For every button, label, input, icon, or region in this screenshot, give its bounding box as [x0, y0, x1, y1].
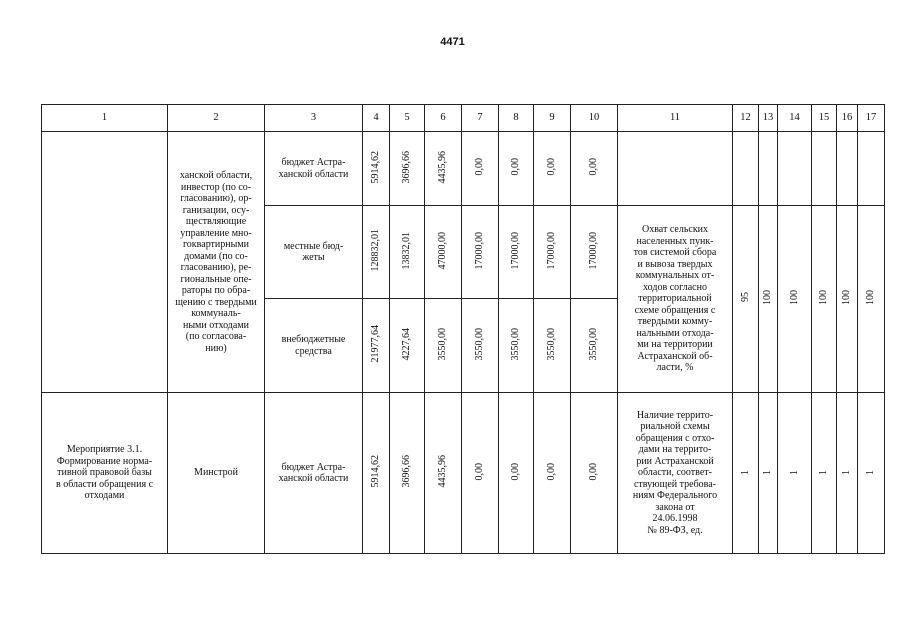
target-empty [778, 132, 812, 206]
text-line: бюджет Астра- [281, 157, 346, 168]
target-empty [812, 132, 837, 206]
text-line: бюджет Астра- [281, 461, 346, 473]
header-cell-15: 15 [812, 105, 837, 132]
header-cell-4: 4 [363, 105, 390, 132]
page-number: 4471 [440, 36, 465, 48]
value-cell: 4435,96 [425, 393, 462, 554]
target-cell: 1 [858, 393, 885, 554]
value-cell: 0,00 [499, 132, 534, 206]
text-line: ниям Федерального [632, 490, 718, 502]
target-cell: 100 [837, 206, 858, 393]
target-empty [837, 132, 858, 206]
value-cell: 17000,00 [534, 206, 571, 299]
funding-source-text [265, 157, 362, 180]
text-line: твердыми комму- [637, 316, 713, 328]
text-line: Охват сельских [641, 224, 709, 236]
text-line: рии Астраханской [636, 455, 714, 467]
text-line: области, соответ- [638, 467, 712, 479]
text-line: ханской области [278, 168, 349, 180]
value-cell: 17000,00 [499, 206, 534, 299]
target-cell: 1 [759, 393, 778, 554]
value-cell: 0,00 [534, 132, 571, 206]
table-header-row [42, 105, 885, 132]
text-line: гласованию), ре- [180, 262, 252, 273]
target-cell: 1 [812, 393, 837, 554]
text-line: ходов согласно [643, 281, 707, 293]
text-line: щению с твердыми [175, 296, 257, 308]
text-line: тивной правовой базы [57, 467, 152, 479]
text-line: дами на террито- [638, 444, 712, 456]
value-cell: 3550,00 [534, 299, 571, 393]
target-cell: 1 [778, 393, 812, 554]
value-cell: 3696,66 [390, 393, 425, 554]
text-line: Мероприятие 3.1. [66, 444, 143, 456]
funding-source [265, 132, 363, 206]
text-line: ществляющие [185, 216, 247, 227]
responsible-text [168, 170, 264, 354]
text-line: гиональные опе- [180, 273, 252, 285]
text-line: раторы по обра- [181, 285, 251, 296]
value-cell: 3696,66 [390, 132, 425, 206]
text-line: местные бюд- [283, 240, 344, 252]
program-table [41, 104, 885, 554]
header-cell-17: 17 [858, 105, 885, 132]
text-line: и вывоза твердых [637, 258, 713, 270]
header-cell-6: 6 [425, 105, 462, 132]
value-cell: 47000,00 [425, 206, 462, 299]
measure-title [42, 393, 168, 554]
text-line: внебюджетные [281, 334, 346, 345]
indicator-text [618, 206, 733, 393]
funding-source [265, 299, 363, 393]
header-cell-7: 7 [462, 105, 499, 132]
value-cell: 0,00 [462, 393, 499, 554]
header-cell-11: 11 [618, 105, 733, 132]
value-cell: 128832,01 [363, 206, 390, 299]
text-line: жеты [302, 252, 325, 263]
text-line: инвестор (по со- [180, 181, 252, 193]
value-cell: 13832,01 [390, 206, 425, 299]
responsible-executors [168, 132, 265, 393]
header-cell-8: 8 [499, 105, 534, 132]
value-cell: 0,00 [571, 393, 618, 554]
text-line: коммуналь- [191, 308, 241, 319]
text-line: № 89-ФЗ, ед. [647, 524, 703, 536]
text-line: в области обращения с [55, 478, 154, 490]
text-line: населенных пунк- [636, 235, 714, 247]
text-line: ласти, % [656, 362, 694, 374]
funding-source-text [265, 334, 362, 357]
text-line: гоквартирными [182, 239, 250, 250]
text-line: гласованию), ор- [180, 193, 252, 204]
value-cell: 3550,00 [425, 299, 462, 393]
value-cell: 0,00 [571, 132, 618, 206]
value-cell: 17000,00 [462, 206, 499, 299]
text-line: территориальной [638, 293, 712, 305]
header-cell-1: 1 [42, 105, 168, 132]
value-cell: 3550,00 [571, 299, 618, 393]
text-line: нию) [205, 342, 227, 354]
text-line: ными отходами [182, 319, 250, 331]
value-cell: 0,00 [534, 393, 571, 554]
target-cell: 95 [733, 206, 759, 393]
target-cell: 100 [858, 206, 885, 393]
target-cell: 100 [759, 206, 778, 393]
header-cell-10: 10 [571, 105, 618, 132]
value-cell: 3550,00 [499, 299, 534, 393]
text-line: ми на территории [637, 339, 713, 351]
text-line: Наличие террито- [636, 409, 714, 421]
value-cell: 21977,64 [363, 299, 390, 393]
target-cell: 1 [837, 393, 858, 554]
text-line: схеме обращения с [634, 304, 716, 316]
header-cell-16: 16 [837, 105, 858, 132]
text-line: ханской области [278, 473, 349, 484]
value-cell: 4435,96 [425, 132, 462, 206]
text-line: закона от [655, 501, 695, 513]
header-cell-2: 2 [168, 105, 265, 132]
text-line: ханской области, [179, 170, 253, 181]
text-line: средства [295, 345, 332, 357]
text-line: домами (по со- [184, 250, 248, 262]
value-cell: 0,00 [499, 393, 534, 554]
text-line: коммунальных от- [635, 270, 715, 282]
header-cell-9: 9 [534, 105, 571, 132]
value-cell: 5914,62 [363, 393, 390, 554]
header-cell-14: 14 [778, 105, 812, 132]
text-line: обращения с отхо- [635, 432, 715, 444]
funding-source [265, 206, 363, 299]
indicator-text [618, 393, 733, 554]
target-empty [759, 132, 778, 206]
text-line: тов системой сбора [633, 247, 717, 259]
funding-source-text [265, 241, 362, 264]
target-empty [858, 132, 885, 206]
text-line: 24.06.1998 [652, 513, 698, 525]
text-line: управление мно- [180, 227, 252, 239]
header-cell-3: 3 [265, 105, 363, 132]
target-cell: 100 [778, 206, 812, 393]
indicator-empty [618, 132, 733, 206]
value-cell: 17000,00 [571, 206, 618, 299]
text-line: отходами [84, 490, 125, 502]
target-empty [733, 132, 759, 206]
measure-cell-empty [42, 132, 168, 393]
value-cell: 3550,00 [462, 299, 499, 393]
header-cell-13: 13 [759, 105, 778, 132]
target-cell: 1 [733, 393, 759, 554]
text-line: риальной схемы [640, 421, 710, 433]
target-cell: 100 [812, 206, 837, 393]
text-line: ганизации, осу- [182, 204, 250, 216]
value-cell: 5914,62 [363, 132, 390, 206]
text-line: ствующей требова- [633, 478, 717, 490]
table-row [42, 393, 885, 554]
text-line: нальными отхода- [636, 327, 714, 339]
value-cell: 0,00 [462, 132, 499, 206]
value-cell: 4227,64 [390, 299, 425, 393]
text-line: Астраханской об- [637, 350, 713, 362]
table-row [42, 132, 885, 206]
header-cell-12: 12 [733, 105, 759, 132]
header-cell-5: 5 [390, 105, 425, 132]
text-line: Формирование норма- [56, 455, 153, 467]
funding-source [265, 393, 363, 554]
text-line: (по согласова- [185, 331, 247, 342]
responsible-executor: Минстрой [168, 393, 265, 554]
